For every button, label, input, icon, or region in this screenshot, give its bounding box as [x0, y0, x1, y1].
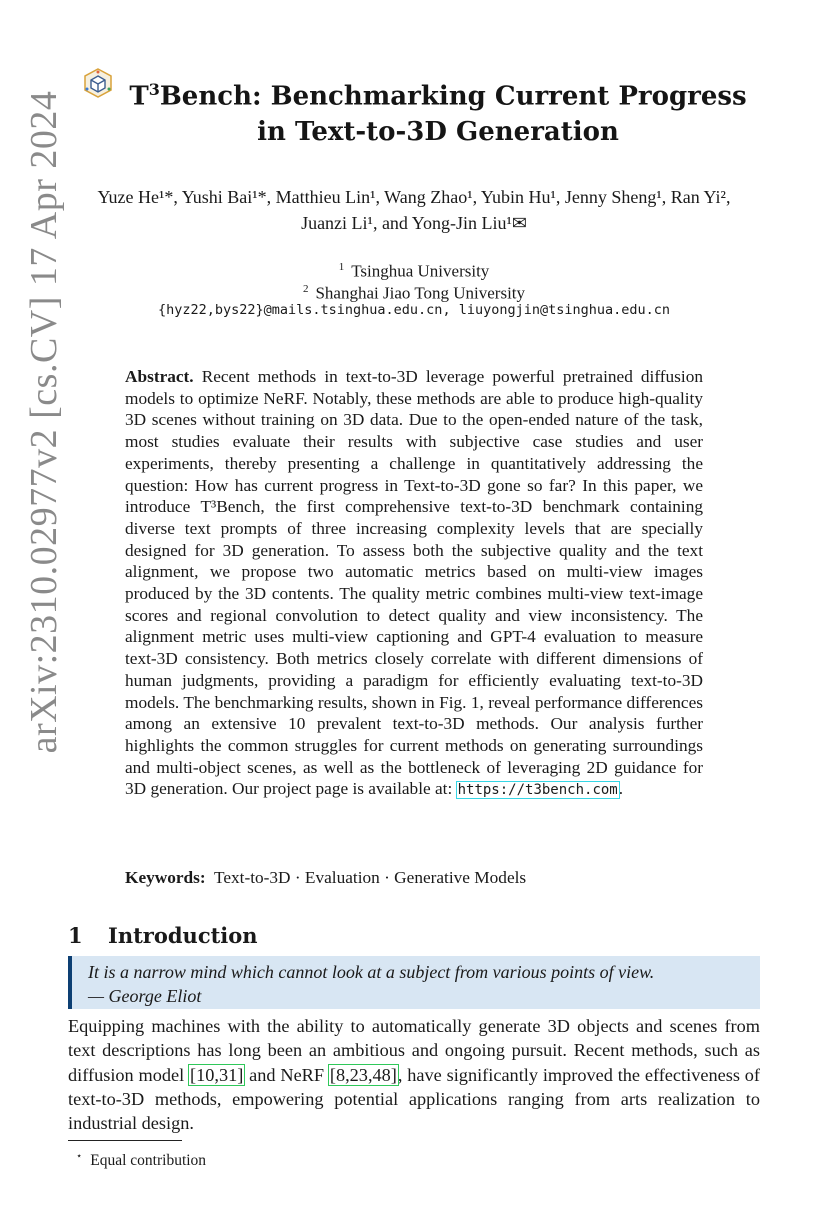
- arxiv-identifier: [18, 72, 70, 772]
- intro-text-2: and NeRF: [244, 1064, 329, 1085]
- cube-logo-icon: [84, 68, 112, 98]
- abstract-label: Abstract.: [125, 367, 194, 386]
- title-rest: Bench: Benchmarking Current Progress in Text-to-3D Generation: [159, 81, 747, 147]
- section-number: 1: [68, 923, 83, 948]
- intro-text-3: , have significantly improved the effectiveness of text-to-3D methods, empowering potential applications ranging from arts realization to industrial design.: [68, 1064, 760, 1134]
- footnote-divider: [68, 1140, 182, 1141]
- arxiv-identifier-text: arXiv:2310.02977v2 [cs.CV] 17 Apr 2024: [23, 90, 65, 754]
- quote-author: — George Eliot: [88, 986, 202, 1006]
- title-prefix: T: [129, 81, 149, 112]
- author-emails: {hyz22,bys22}@mails.tsinghua.edu.cn, liuyongjin@tsinghua.edu.cn: [157, 302, 671, 318]
- intro-paragraph: [68, 1014, 760, 1135]
- affiliation-2-name: Shanghai Jiao Tong University: [315, 283, 526, 303]
- intro-text-1: Equipping machines with the ability to automatically generate 3D objects and scenes from text descriptions has long been an ambitious and ongoing pursuit. Recent methods, such as diffusion model: [68, 1016, 760, 1085]
- citation-link[interactable]: [10,31]: [190, 1064, 244, 1085]
- keywords-label: Keywords:: [125, 868, 206, 887]
- affiliation-2-mark: 2: [302, 283, 309, 295]
- quote-text: It is a narrow mind which cannot look at a subject from various points of view.: [88, 962, 655, 982]
- keywords-text: Text-to-3D · Evaluation · Generative Models: [213, 868, 527, 887]
- affiliation-1-mark: 1: [338, 261, 345, 273]
- title-superscript: 3: [148, 80, 160, 99]
- footnote-text: Equal contribution: [90, 1152, 207, 1170]
- keywords: [125, 867, 725, 889]
- section-heading: [68, 922, 258, 950]
- affiliation-1-name: Tsinghua University: [351, 261, 490, 281]
- citation-link[interactable]: [8,23,48]: [329, 1064, 397, 1085]
- section-title: Introduction: [108, 923, 258, 948]
- footnote: [68, 1146, 206, 1172]
- epigraph-quote: [68, 956, 760, 1009]
- abstract: Abstract. Recent methods in text-to-3D leverage powerful pretrained diffusion models to optimize NeRF. Notably, these methods are able to produce high-quality 3D scenes without training on 3D data. Due to the open-ended nature of the task, most studies evaluate their results with subjective case studies and user experiments, thereby presenting a challenge in quantitatively addressing the question: How has current progress in Text-to-3D gone so far? In this paper, we introduce T³Bench, the first comprehensive text-to-3D benchmark containing diverse text prompts of three increasing complexity levels that are specially designed for 3D generation. To assess both the subjective quality and the text alignment, we propose two automatic metrics based on multi-view images produced by the 3D contents. The quality metric combines multi-view text-image scores and regional convolution to detect quality and view inconsistency. The alignment metric uses multi-view captioning and GPT-4 evaluation to measure text-3D consistency. Both metrics closely correlate with different dimensions of human judgments, providing a paradigm for efficiently evaluating text-to-3D models. The benchmarking results, shown in Fig. 1, reveal performance differences among an extensive 10 prevalent text-to-3D methods. Our analysis further highlights the common struggles for current methods on generating surroundings and multi-object scenes, as well as the bottleneck of leveraging 2D guidance for 3D generation. Our project page is available at: https://t3bench.com.: [125, 367, 703, 799]
- abstract-text: Recent methods in text-to-3D leverage powerful pretrained diffusion models to optimize NeRF. Notably, these methods are able to produce high-quality 3D scenes without training on 3D data. Due to the open-ended nature of the task, most studies evaluate their results with subjective case studies and user experiments, thereby presenting a challenge in quantitatively addressing the question: How has current progress in Text-to-3D gone so far? In this paper, we introduce T³Bench, the first comprehensive text-to-3D benchmark containing diverse text prompts of three increasing complexity levels that are specially designed for 3D generation. To assess both the subjective quality and the text alignment, we propose two automatic metrics based on multi-view images produced by the 3D contents. The quality metric combines multi-view text-image scores and regional convolution to detect quality and view inconsistency. The alignment metric uses multi-view captioning and GPT-4 evaluation to measure text-3D consistency. Both metrics closely correlate with different dimensions of human judgments, providing a paradigm for efficiently evaluating text-to-3D models. The benchmarking results, shown in Fig. 1, reveal performance differences among an extensive 10 prevalent text-to-3D methods. Our analysis further highlights the common struggles for current methods on generating surroundings and multi-object scenes, as well as the bottleneck of leveraging 2D guidance for 3D generation. Our project page is available at:: [125, 367, 703, 799]
- author-list: Yuze He¹*, Yushi Bai¹*, Matthieu Lin¹, Wang Zhao¹, Yubin Hu¹, Jenny Sheng¹, Ran Yi², Juanzi Li¹, and Yong-Jin Liu¹✉: [97, 187, 731, 233]
- paper-title: [118, 72, 758, 150]
- footnote-mark: ⋆: [76, 1151, 83, 1162]
- project-page-link[interactable]: https://t3bench.com: [457, 782, 618, 799]
